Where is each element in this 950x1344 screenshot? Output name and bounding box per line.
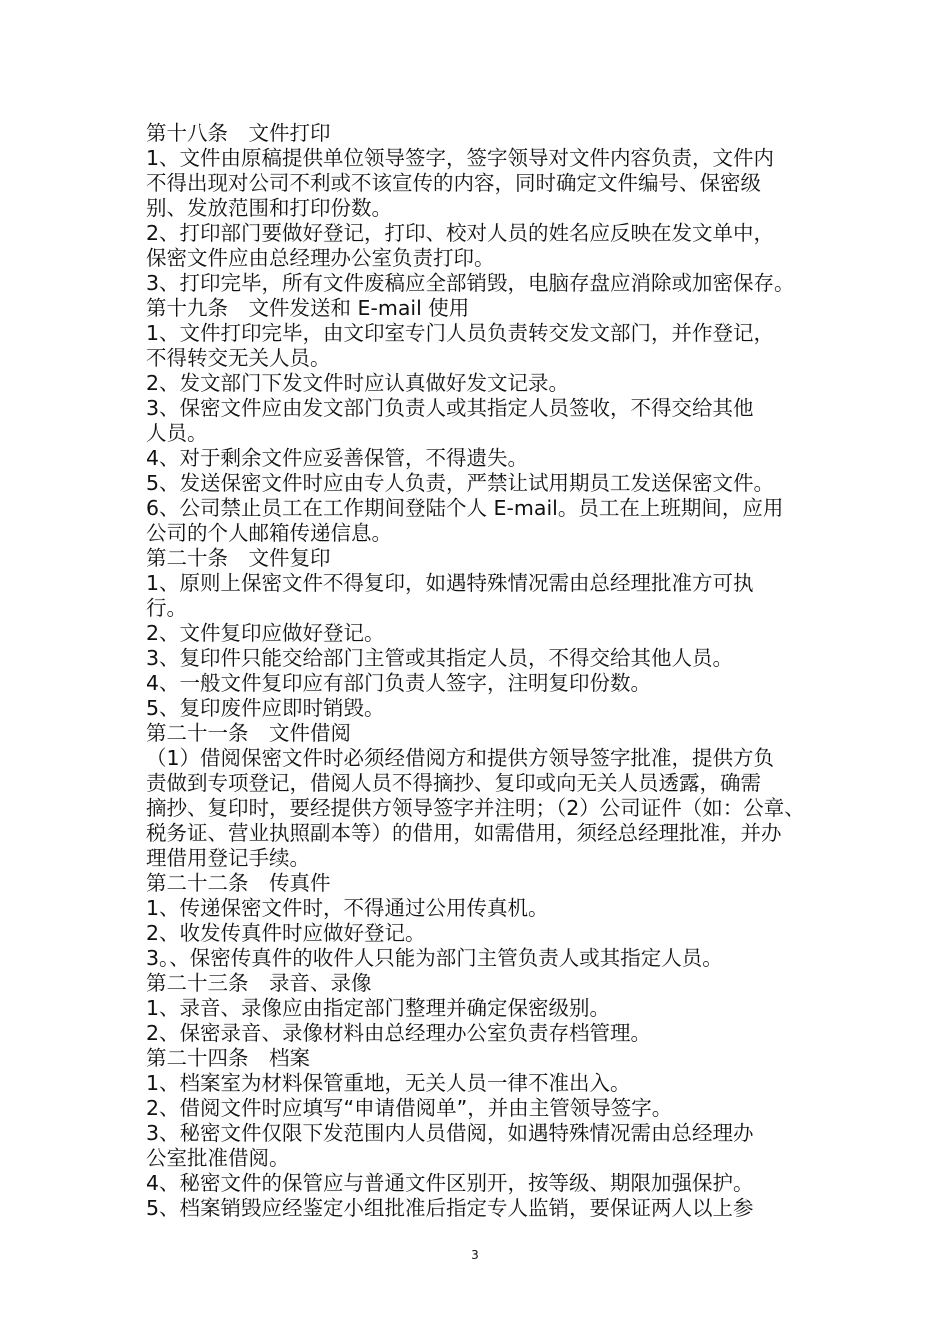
text-line: 理借用登记手续。 (146, 846, 310, 870)
text-line: 不得转交无关人员。 (146, 346, 331, 370)
text-line: 1、录音、录像应由指定部门整理并确定保密级别。 (146, 996, 611, 1020)
text-line: 5、发送保密文件时应由专人负责，严禁让试用期员工发送保密文件。 (146, 471, 775, 495)
page-number: 3 (471, 1248, 479, 1262)
text-line: 公室批准借阅。 (146, 1146, 290, 1170)
text-line: 责做到专项登记，借阅人员不得摘抄、复印或向无关人员透露，确需 (146, 771, 761, 795)
text-line: 2、收发传真件时应做好登记。 (146, 921, 426, 945)
text-line: 2、打印部门要做好登记，打印、校对人员的姓名应反映在发文单中， (146, 221, 775, 245)
text-line: 不得出现对公司不利或不该宣传的内容，同时确定文件编号、保密级 (146, 171, 761, 195)
text-line: 2、文件复印应做好登记。 (146, 621, 385, 645)
section-heading: 第十九条 文件发送和 E-mail 使用 (146, 296, 470, 320)
text-line: 摘抄、复印时，要经提供方领导签字并注明；（2）公司证件（如：公章、 (146, 796, 805, 820)
text-line: 5、档案销毁应经鉴定小组批准后指定专人监销，要保证两人以上参 (146, 1196, 754, 1220)
section-heading: 第二十三条 录音、录像 (146, 971, 372, 995)
text-line: 公司的个人邮箱传递信息。 (146, 521, 392, 545)
text-line: 保密文件应由总经理办公室负责打印。 (146, 246, 495, 270)
text-line: 别、发放范围和打印份数。 (146, 196, 392, 220)
section-heading: 第十八条 文件打印 (146, 121, 331, 145)
section-heading: 第二十四条 档案 (146, 1046, 310, 1070)
text-line: 1、原则上保密文件不得复印，如遇特殊情况需由总经理批准方可执 (146, 571, 754, 595)
text-line: 行。 (146, 596, 187, 620)
section-heading: 第二十条 文件复印 (146, 546, 331, 570)
text-line: 1、传递保密文件时，不得通过公用传真机。 (146, 896, 549, 920)
text-line: 2、借阅文件时应填写“申请借阅单”，并由主管领导签字。 (146, 1096, 673, 1120)
text-line: 5、复印废件应即时销毁。 (146, 696, 385, 720)
text-line: 2、保密录音、录像材料由总经理办公室负责存档管理。 (146, 1021, 652, 1045)
text-line: 1、文件由原稿提供单位领导签字，签字领导对文件内容负责，文件内 (146, 146, 775, 170)
text-line: 2、发文部门下发文件时应认真做好发文记录。 (146, 371, 570, 395)
text-line: 3、秘密文件仅限下发范围内人员借阅，如遇特殊情况需由总经理办 (146, 1121, 754, 1145)
text-line: 3、保密文件应由发文部门负责人或其指定人员签收，不得交给其他 (146, 396, 754, 420)
text-line: 3、打印完毕，所有文件废稿应全部销毁，电脑存盘应消除或加密保存。 (146, 271, 795, 295)
text-line: 4、一般文件复印应有部门负责人签字，注明复印份数。 (146, 671, 652, 695)
text-line: 4、秘密文件的保管应与普通文件区别开，按等级、期限加强保护。 (146, 1171, 754, 1195)
text-line: 人员。 (146, 421, 208, 445)
text-line: 1、档案室为材料保管重地，无关人员一律不准出入。 (146, 1071, 631, 1095)
text-line: 3。、保密传真件的收件人只能为部门主管负责人或其指定人员。 (146, 946, 723, 970)
text-line: 4、对于剩余文件应妥善保管，不得遗失。 (146, 446, 529, 470)
text-line: 3、复印件只能交给部门主管或其指定人员，不得交给其他人员。 (146, 646, 734, 670)
text-line: （1）借阅保密文件时必须经借阅方和提供方领导签字批准，提供方负 (146, 746, 775, 770)
section-heading: 第二十二条 传真件 (146, 871, 331, 895)
section-heading: 第二十一条 文件借阅 (146, 721, 351, 745)
text-line: 6、公司禁止员工在工作期间登陆个人 E-mail。员工在上班期间，应用 (146, 496, 784, 520)
text-line: 税务证、营业执照副本等）的借用，如需借用，须经总经理批准，并办 (146, 821, 782, 845)
text-line: 1、文件打印完毕，由文印室专门人员负责转交发文部门，并作登记， (146, 321, 775, 345)
document-body (146, 121, 826, 1221)
